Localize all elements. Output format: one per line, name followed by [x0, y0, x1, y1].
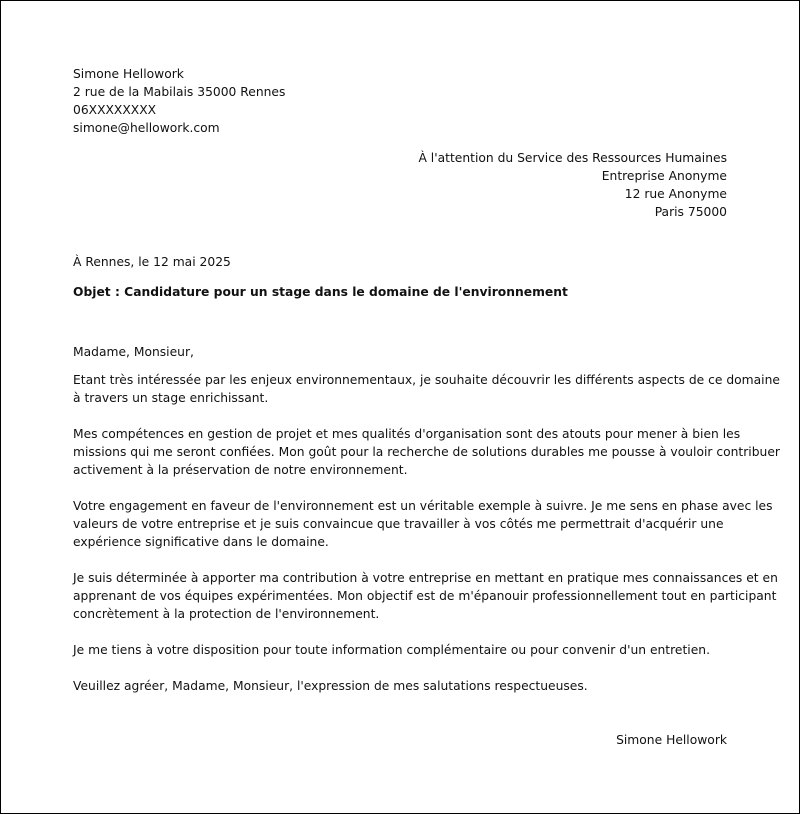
paragraph-line: concrètement à la protection de l'environnement.: [73, 607, 380, 621]
paragraph-2: [73, 425, 780, 479]
paragraph-line: Je me tiens à votre disposition pour toute information complémentaire ou pour convenir d'un entretien.: [73, 643, 710, 657]
sender-email: simone@hellowork.com: [73, 121, 220, 135]
paragraph-line: Votre engagement en faveur de l'environnement est un véritable exemple à suivre. Je me sens en phase avec les: [73, 499, 773, 513]
date-line: À Rennes, le 12 mai 2025: [73, 255, 231, 269]
paragraph-5: [73, 641, 733, 659]
paragraph-line: Je suis déterminée à apporter ma contribution à votre entreprise en mettant en pratique mes connaissances et en: [73, 571, 778, 585]
paragraph-1: [73, 371, 780, 407]
paragraph-line: Etant très intéressée par les enjeux environnementaux, je souhaite découvrir les différents aspects de ce domaine: [73, 373, 780, 387]
recipient-city: Paris 75000: [654, 205, 727, 219]
paragraph-line: valeurs de votre entreprise et je suis convaincue que travailler à vos côtés me permettrait d'acquérir une: [73, 517, 724, 531]
sender-address: 2 rue de la Mabilais 35000 Rennes: [73, 85, 286, 99]
sender-block: [73, 65, 285, 137]
recipient-company: Entreprise Anonyme: [601, 169, 727, 183]
paragraph-line: à travers un stage enrichissant.: [73, 391, 269, 405]
paragraph-line: apprenant de vos équipes expérimentées. Mon objectif est de m'épanouir professionnellement tout en participant: [73, 589, 777, 603]
subject-line: Objet : Candidature pour un stage dans le domaine de l'environnement: [73, 285, 568, 299]
recipient-block: [418, 149, 727, 221]
paragraph-line: missions qui me seront confiées. Mon goût pour la recherche de solutions durables me pousse à vouloir contribuer: [73, 445, 780, 459]
paragraph-line: Mes compétences en gestion de projet et mes qualités d'organisation sont des atouts pour mener à bien les: [73, 427, 741, 441]
sender-phone: 06XXXXXXXX: [73, 103, 157, 117]
recipient-attention: À l'attention du Service des Ressources Humaines: [418, 151, 727, 165]
closing-paragraph: [73, 677, 733, 695]
paragraph-4: [73, 569, 778, 623]
sender-name: Simone Hellowork: [73, 67, 184, 81]
paragraph-line: expérience significative dans le domaine.: [73, 535, 329, 549]
paragraph-3: [73, 497, 773, 551]
paragraph-line: activement à la préservation de notre environnement.: [73, 463, 408, 477]
recipient-street: 12 rue Anonyme: [624, 187, 727, 201]
paragraph-line: Veuillez agréer, Madame, Monsieur, l'expression de mes salutations respectueuses.: [73, 679, 588, 693]
signature: Simone Hellowork: [616, 733, 727, 747]
salutation: Madame, Monsieur,: [73, 345, 194, 359]
